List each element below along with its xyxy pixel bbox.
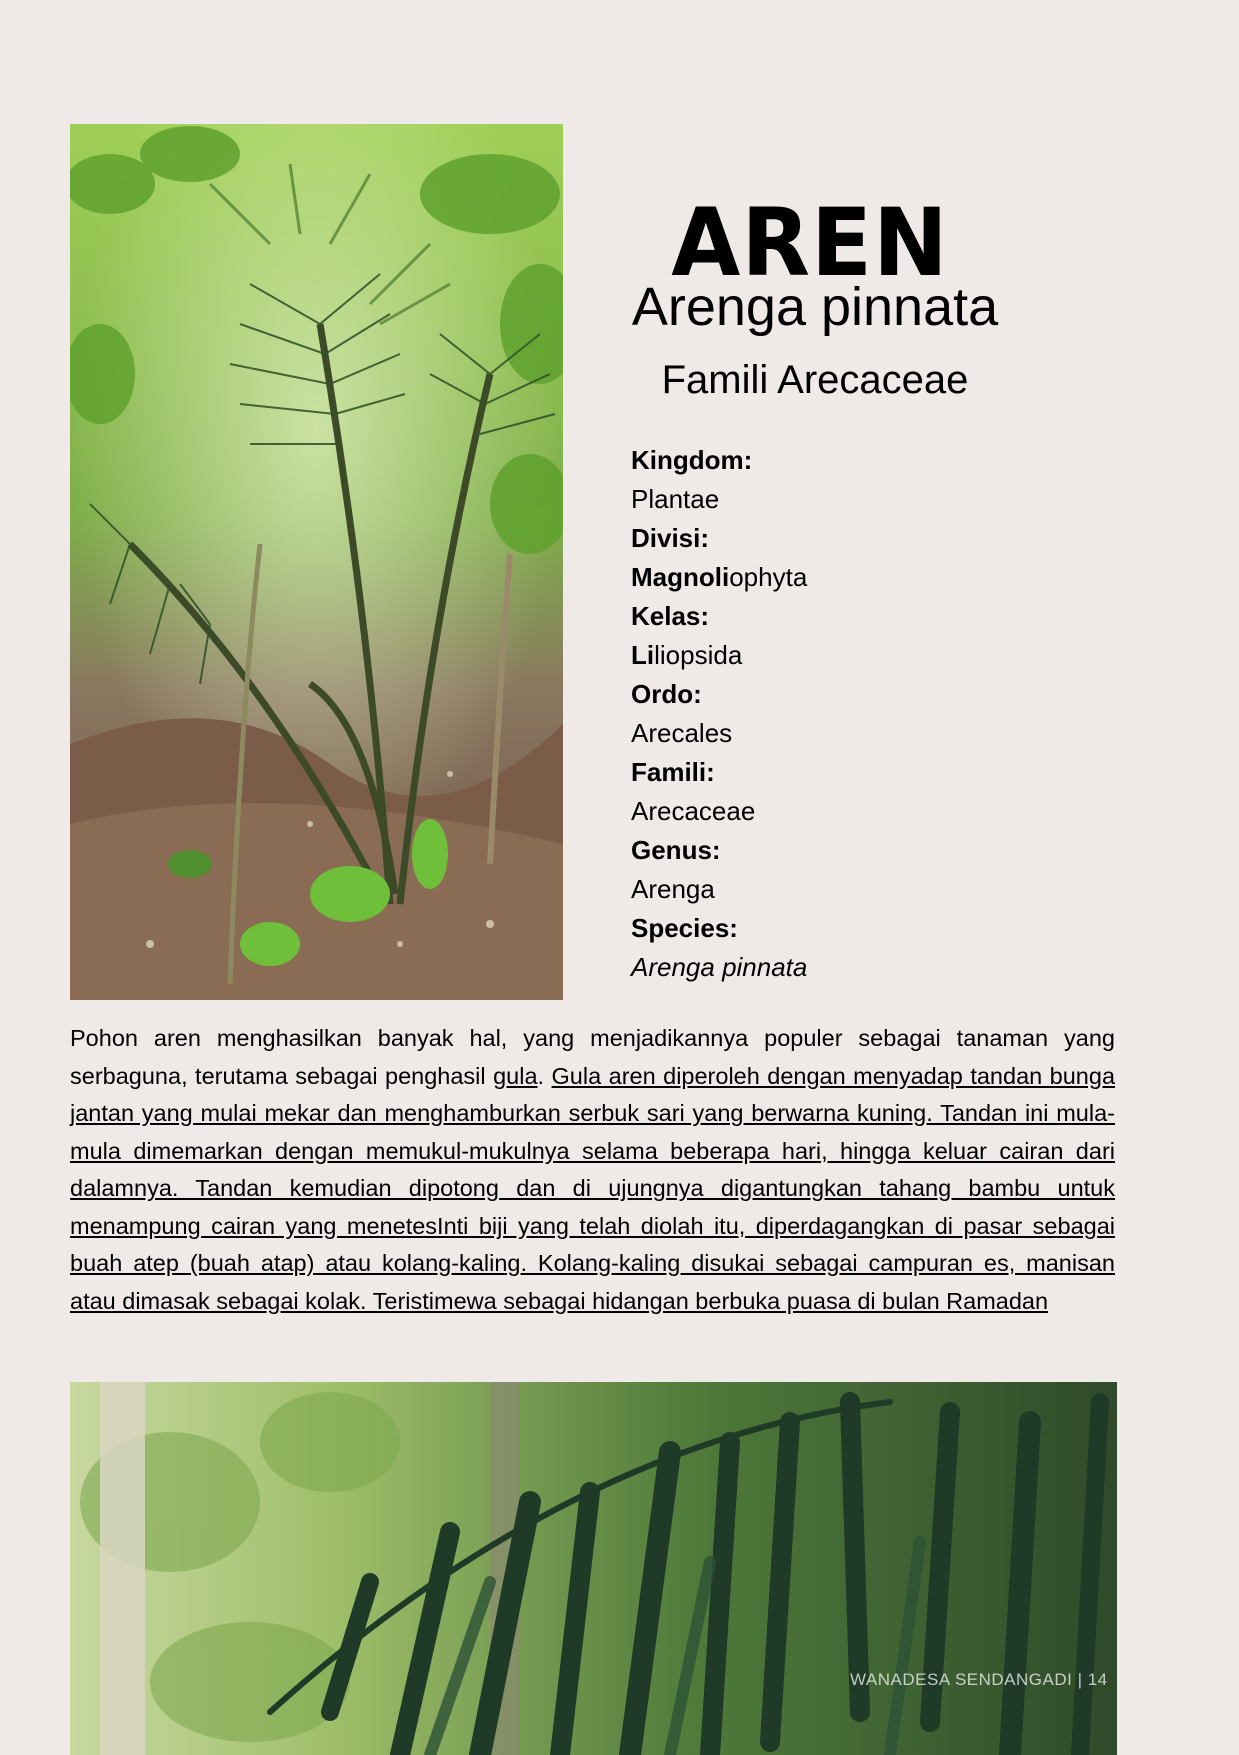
aren-fronds-photo: [70, 1382, 1117, 1755]
taxonomy-key: Kingdom:: [631, 445, 753, 475]
taxonomy-value: Plantae: [631, 484, 720, 514]
page-title: AREN: [671, 188, 949, 298]
scientific-name: Arenga pinnata: [631, 277, 999, 337]
taxonomy-value: [631, 558, 1051, 597]
taxonomy-value: Arenga pinnata: [631, 952, 808, 982]
taxonomy-key: Species:: [631, 913, 738, 943]
family-heading: Famili Arecaceae: [661, 358, 969, 402]
page-footer: WANADESA SENDANGADI | 14: [850, 1670, 1108, 1689]
taxonomy-value: Arenga: [631, 874, 715, 904]
taxonomy-value-rest: ophyta: [729, 562, 808, 592]
gula-link[interactable]: gula: [493, 1062, 538, 1089]
taxonomy-key: Famili:: [631, 757, 715, 787]
taxonomy-list: [631, 441, 1051, 987]
body-intro: Pohon aren menghasilkan banyak hal, yang menjadikannya populer sebagai tanaman yang serbaguna, terutama sebagai penghasil: [70, 1025, 1115, 1089]
body-separator: .: [537, 1062, 552, 1089]
taxonomy-value-bold: Li: [631, 640, 655, 670]
taxonomy-value-bold: Magnoli: [631, 562, 730, 592]
taxonomy-value: Arecaceae: [631, 796, 756, 826]
taxonomy-value: [631, 636, 1051, 675]
body-paragraph: [70, 1020, 1115, 1320]
taxonomy-key: Kelas:: [631, 601, 710, 631]
taxonomy-key: Divisi:: [631, 523, 710, 553]
taxonomy-value-rest: liopsida: [654, 640, 743, 670]
body-underlined: Gula aren diperoleh dengan menyadap tandan bunga jantan yang mulai mekar dan menghamburkan serbuk sari yang berwarna kuning. Tandan ini mula-mula dimemarkan dengan memukul-mukulnya selama beberapa hari, hingga keluar cairan dari dalamnya. Tandan kemudian dipotong dan di ujungnya digantungkan tahang bambu untuk menampung cairan yang menetesInti biji yang telah diolah itu, diperdagangkan di pasar sebagai buah atep (buah atap) atau kolang-kaling. Kolang-kaling disukai sebagai campuran es, manisan atau dimasak sebagai kolak. Teristimewa sebagai hidangan berbuka puasa di bulan Ramadan: [70, 1062, 1116, 1314]
taxonomy-key: Ordo:: [631, 679, 702, 709]
taxonomy-value: Arecales: [631, 718, 733, 748]
taxonomy-key: Genus:: [631, 835, 721, 865]
aren-tree-photo: [70, 124, 563, 1000]
